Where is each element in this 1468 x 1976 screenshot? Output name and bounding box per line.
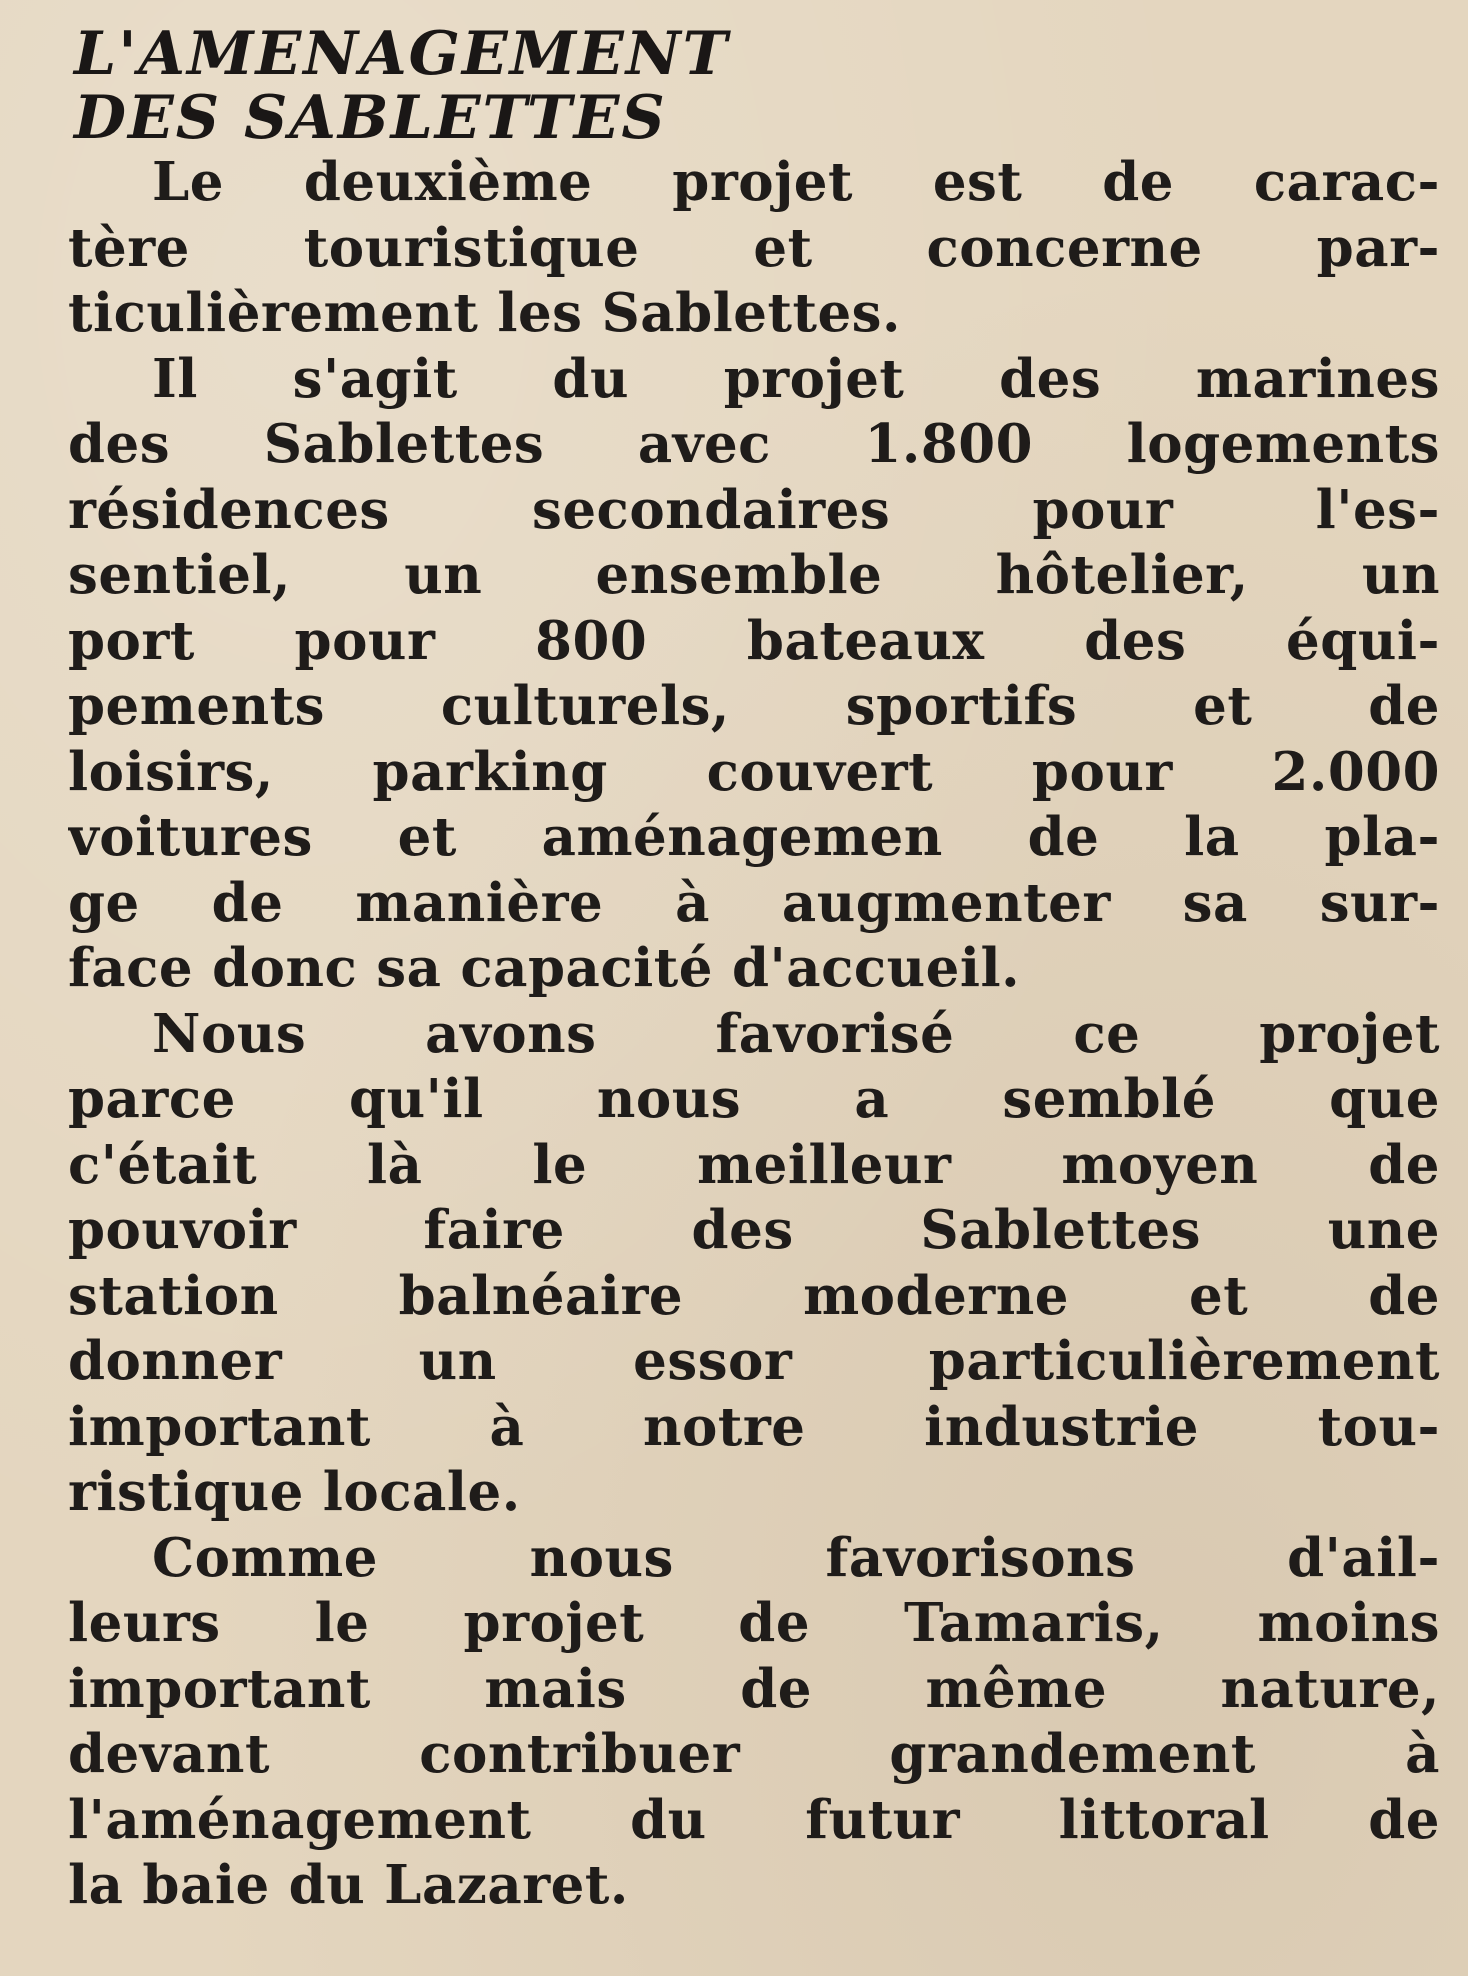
- paragraph-1: [68, 150, 1440, 347]
- text-line: face donc sa capacité d'accueil.: [68, 937, 1021, 999]
- article-headline: [74, 19, 1440, 153]
- text-line: Il s'agit du projet des marines: [152, 347, 1440, 410]
- text-line: tère touristique et concerne par-: [68, 216, 1440, 279]
- paragraph-2: [68, 347, 1440, 1002]
- text-line: Comme nous favorisons d'ail-: [152, 1526, 1440, 1589]
- text-line: ge de manière à augmenter sa sur-: [68, 871, 1440, 934]
- text-line: la baie du Lazaret.: [68, 1854, 629, 1916]
- text-line: devant contribuer grandement à: [68, 1723, 1440, 1785]
- text-line: l'aménagement du futur littoral de: [68, 1788, 1440, 1851]
- text-line: voitures et aménagemen de la pla-: [68, 806, 1440, 868]
- text-line: Nous avons favorisé ce projet: [152, 1002, 1440, 1065]
- text-line: c'était là le meilleur moyen de: [68, 1133, 1440, 1196]
- text-line: ristique locale.: [68, 1461, 521, 1523]
- text-line: important à notre industrie tou-: [68, 1395, 1440, 1458]
- text-line: Le deuxième projet est de carac-: [152, 151, 1440, 213]
- paragraph-4: [68, 1526, 1440, 1919]
- text-line: port pour 800 bateaux des équi-: [68, 609, 1440, 672]
- text-line: résidences secondaires pour l'es-: [68, 478, 1440, 541]
- text-line: donner un essor particulièrement: [68, 1330, 1440, 1392]
- text-line: sentiel, un ensemble hôtelier, un: [68, 544, 1440, 606]
- text-line: ticulièrement les Sablettes.: [68, 282, 901, 344]
- text-line: pements culturels, sportifs et de: [68, 675, 1440, 737]
- headline-line-2: DES SABLETTES: [74, 83, 667, 153]
- text-line: important mais de même nature,: [68, 1657, 1440, 1720]
- headline-line-1: L'AMENAGEMENT: [74, 19, 730, 89]
- paragraph-3: [68, 1002, 1440, 1526]
- text-line: des Sablettes avec 1.800 logements: [68, 413, 1440, 475]
- text-line: station balnéaire moderne et de: [68, 1264, 1440, 1327]
- article-column: [68, 19, 1440, 1919]
- text-line: loisirs, parking couvert pour 2.000: [68, 740, 1440, 803]
- text-line: pouvoir faire des Sablettes une: [68, 1199, 1440, 1261]
- text-line: parce qu'il nous a semblé que: [68, 1068, 1440, 1130]
- text-line: leurs le projet de Tamaris, moins: [68, 1592, 1440, 1654]
